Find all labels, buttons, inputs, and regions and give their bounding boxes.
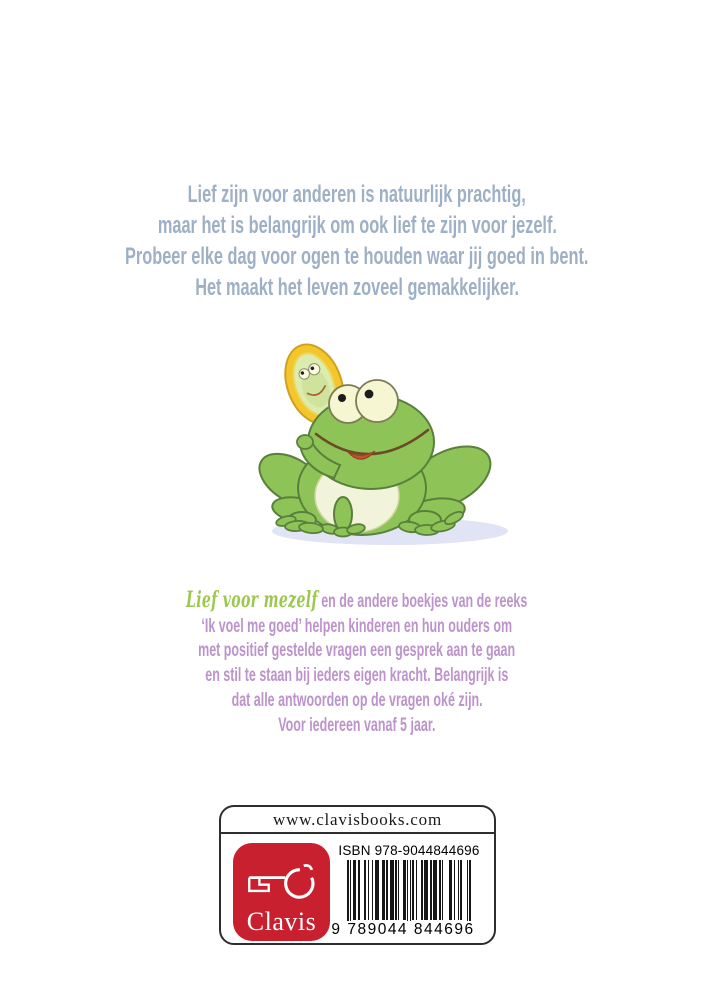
blurb-line-rest: en de andere boekjes van de reeks — [318, 590, 528, 612]
blurb-line — [0, 588, 714, 614]
ean-digits: 9 789044 844696 — [331, 921, 475, 938]
key-icon — [243, 856, 321, 904]
blurb-line: ‘Ik voel me goed’ helpen kinderen en hun ouders om — [201, 614, 513, 637]
blurb-text — [0, 588, 714, 737]
frog-illustration — [250, 330, 510, 555]
frog-with-mirror-image — [250, 330, 510, 555]
ean-barcode — [330, 843, 488, 941]
intro-line: Het maakt het leven zoveel gemakkelijker. — [195, 274, 519, 301]
barcode-panel — [219, 805, 496, 945]
blurb-line: en stil te staan bij ieders eigen kracht. Belangrijk is — [205, 664, 509, 687]
blurb-line: met positief gestelde vragen een gesprek aan te gaan — [198, 639, 516, 662]
intro-line: Lief zijn voor anderen is natuurlijk prachtig, — [187, 181, 527, 208]
ean-barcode-bars — [347, 860, 470, 930]
website-text: www.clavisbooks.com — [221, 807, 494, 834]
blurb-line: dat alle antwoorden op de vragen oké zijn. — [231, 688, 483, 711]
intro-line: Probeer elke dag voor ogen te houden waar jij goed in bent. — [125, 243, 589, 270]
intro-text — [0, 179, 714, 303]
frog-body — [250, 380, 500, 537]
clavis-wordmark: Clavis — [246, 907, 317, 936]
isbn-text: ISBN 978-9044844696 — [338, 843, 480, 858]
blurb-line: Voor iedereen vanaf 5 jaar. — [278, 713, 436, 736]
series-title: Lief voor mezelf — [186, 587, 319, 613]
clavis-logo — [233, 843, 330, 941]
intro-line: maar het is belangrijk om ook lief te zijn voor jezelf. — [157, 212, 557, 239]
